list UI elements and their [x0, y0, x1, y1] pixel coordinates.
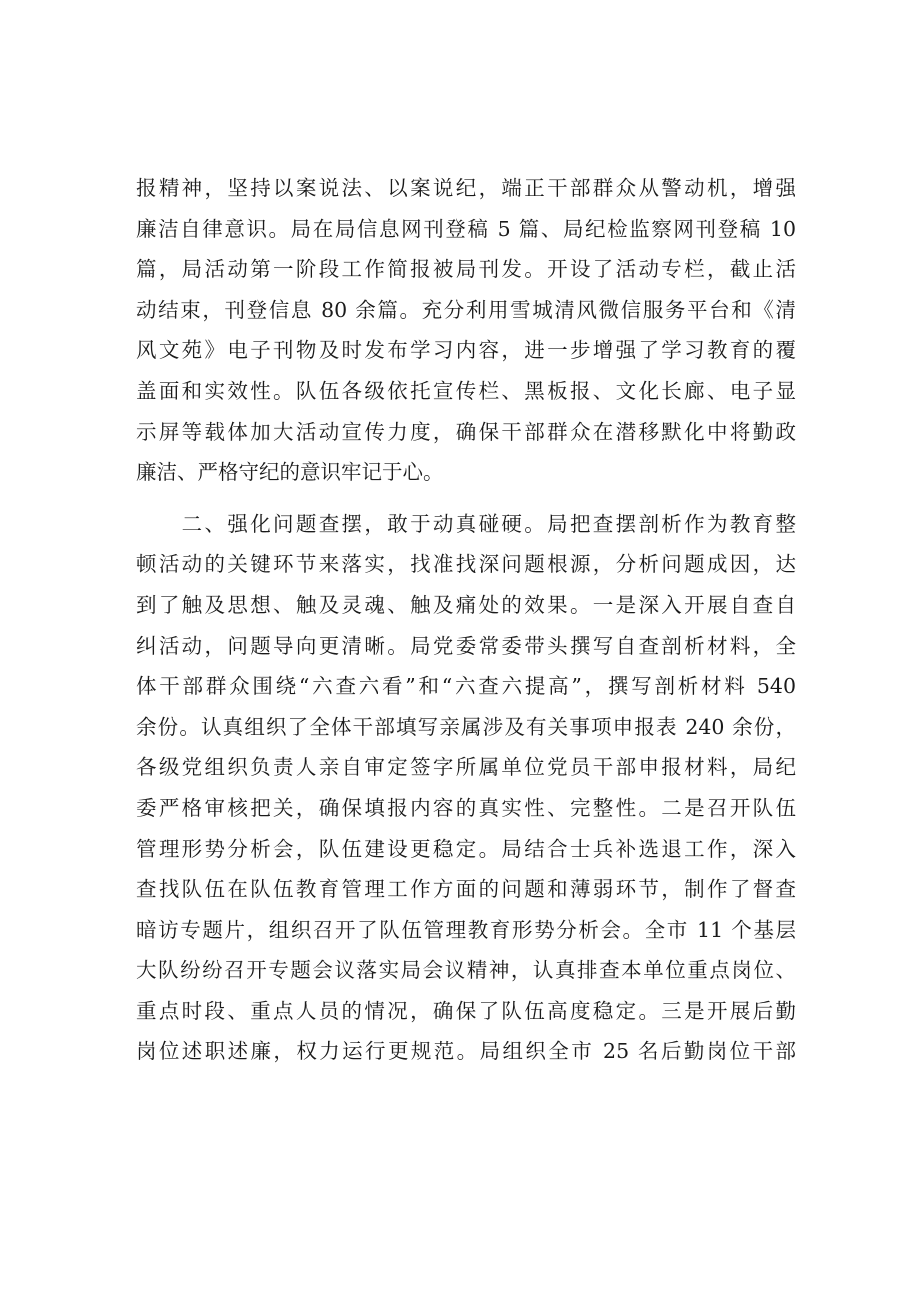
text-line: 廉洁自律意识。局在局信息网刊登稿 5 篇、局纪检监察网刊登稿 10: [136, 216, 796, 241]
text-line: 各级党组织负责人亲自审定签字所属单位党员干部申报材料，局纪: [136, 755, 796, 780]
text-line: 管理形势分析会，队伍建设更稳定。局结合士兵补选退工作，深入: [136, 836, 796, 861]
document-body: [136, 168, 796, 1072]
text-line: 查找队伍在队伍教育管理工作方面的问题和薄弱环节，制作了督查: [136, 877, 796, 902]
text-line: 暗访专题片，组织召开了队伍管理教育形势分析会。全市 11 个基层: [136, 917, 796, 942]
text-line: 余份。认真组织了全体干部填写亲属涉及有关事项申报表 240 余份，: [136, 714, 796, 739]
text-line: 到了触及思想、触及灵魂、触及痛处的效果。一是深入开展自查自: [136, 592, 796, 617]
text-line: 纠活动，问题导向更清晰。局党委常委带头撰写自查剖析材料，全: [136, 633, 796, 658]
text-line: 廉洁、严格守纪的意识牢记于心。: [136, 460, 444, 485]
text-line: 重点时段、重点人员的情况，确保了队伍高度稳定。三是开展后勤: [136, 998, 796, 1023]
text-line: 大队纷纷召开专题会议落实局会议精神，认真排查本单位重点岗位、: [136, 958, 796, 983]
text-line: 风文苑》电子刊物及时发布学习内容，进一步增强了学习教育的覆: [136, 338, 796, 363]
paragraph-spacer: [136, 493, 796, 504]
text-line: 示屏等载体加大活动宣传力度，确保干部群众在潜移默化中将勤政: [136, 419, 796, 444]
text-line: 顿活动的关键环节来落实，找准找深问题根源，分析问题成因，达: [136, 552, 796, 577]
paragraph-2: [136, 504, 796, 1072]
text-line: 篇，局活动第一阶段工作简报被局刊发。开设了活动专栏，截止活: [136, 257, 796, 282]
text-line: 二、强化问题查摆，敢于动真碰硬。局把查摆剖析作为教育整: [136, 511, 796, 536]
text-line: 动结束，刊登信息 80 余篇。充分利用雪城清风微信服务平台和《清: [136, 297, 796, 322]
paragraph-1: [136, 168, 796, 493]
text-line: 体干部群众围绕“六查六看”和“六查六提高”，撰写剖析材料 540: [136, 674, 796, 699]
text-line: 岗位述职述廉，权力运行更规范。局组织全市 25 名后勤岗位干部: [136, 1039, 796, 1064]
text-line: 委严格审核把关，确保填报内容的真实性、完整性。二是召开队伍: [136, 795, 796, 820]
text-line: 盖面和实效性。队伍各级依托宣传栏、黑板报、文化长廊、电子显: [136, 378, 796, 403]
text-line: 报精神，坚持以案说法、以案说纪，端正干部群众从警动机，增强: [136, 176, 796, 200]
